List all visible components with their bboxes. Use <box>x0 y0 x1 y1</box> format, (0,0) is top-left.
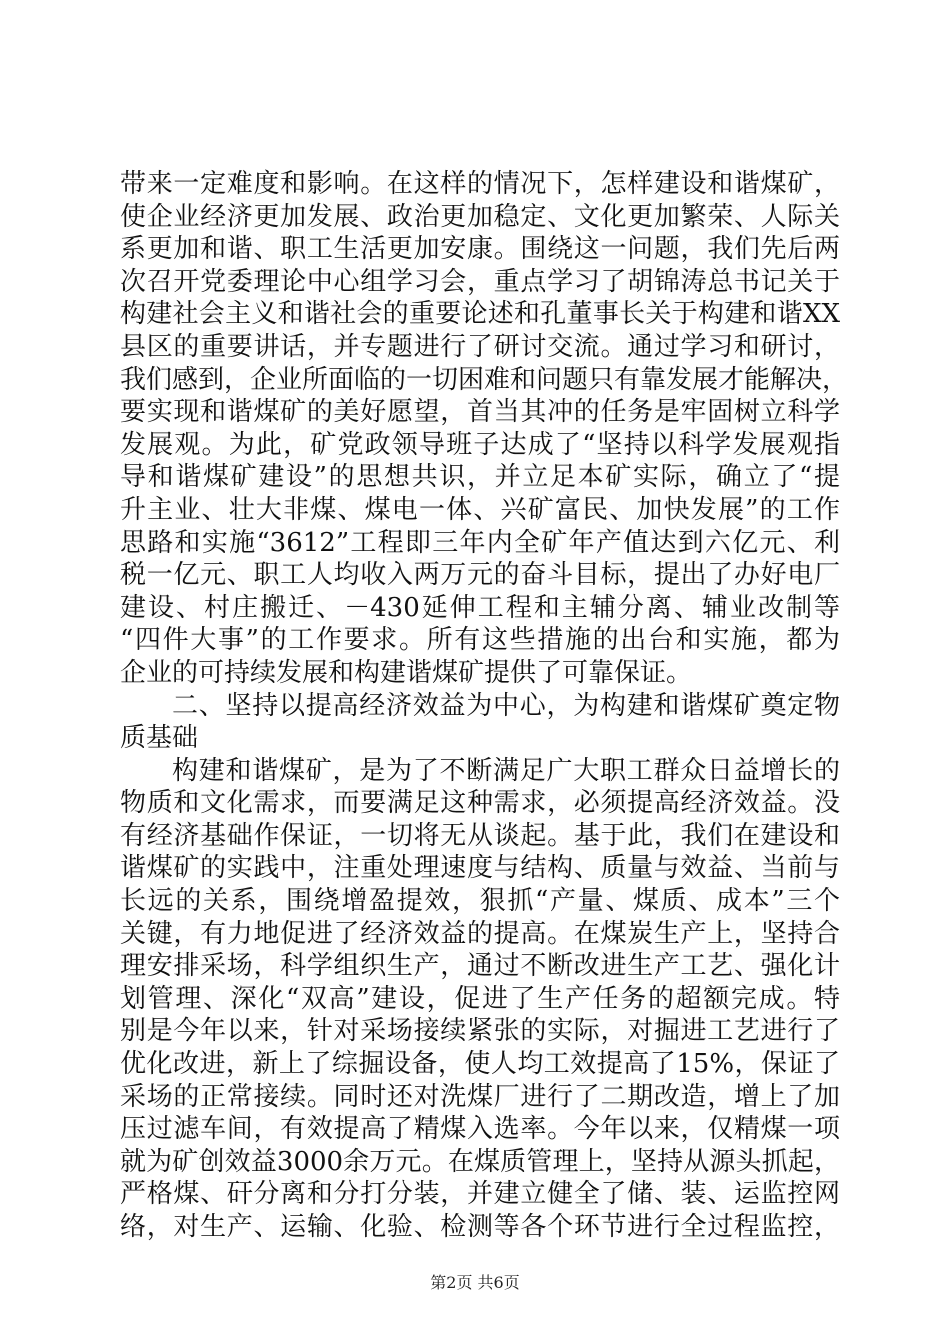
text-line: “四件大事”的工作要求。所有这些措施的出台和实施，都为 <box>120 625 840 656</box>
text-line: 优化改进，新上了综掘设备，使人均工效提高了15%，保证了 <box>120 1049 840 1080</box>
text-line: 次召开党委理论中心组学习会，重点学习了胡锦涛总书记关于 <box>120 266 840 297</box>
document-body <box>120 168 849 1244</box>
text-line: 划管理、深化“双高”建设，促进了生产任务的超额完成。特 <box>120 983 840 1014</box>
text-line: 就为矿创效益3000余万元。在煤质管理上，坚持从源头抓起， <box>120 1146 840 1177</box>
text-line: 建设、村庄搬迁、－430延伸工程和主辅分离、辅业改制等 <box>120 592 840 623</box>
text-line: 发展观。为此，矿党政领导班子达成了“坚持以科学发展观指 <box>120 429 840 460</box>
text-line: 企业的可持续发展和构建谐煤矿提供了可靠保证。 <box>120 657 693 688</box>
text-line: 升主业、壮大非煤、煤电一体、兴矿富民、加快发展”的工作 <box>120 494 840 525</box>
text-line: 理安排采场，科学组织生产，通过不断改进生产工艺、强化计 <box>120 951 840 982</box>
text-line: 有经济基础作保证，一切将无从谈起。基于此，我们在建设和 <box>120 820 840 851</box>
text-line: 带来一定难度和影响。在这样的情况下，怎样建设和谐煤矿， <box>120 169 840 199</box>
text-line: 压过滤车间，有效提高了精煤入选率。今年以来，仅精煤一项 <box>120 1114 840 1145</box>
text-line: 构建和谐煤矿，是为了不断满足广大职工群众日益增长的 <box>172 755 840 786</box>
text-line: 县区的重要讲话，并专题进行了研讨交流。通过学习和研讨， <box>120 331 840 362</box>
text-line: 络，对生产、运输、化验、检测等各个环节进行全过程监控， <box>120 1212 840 1242</box>
text-line: 思路和实施“3612”工程即三年内全矿年产值达到六亿元、利 <box>120 527 840 558</box>
text-line: 长远的关系，围绕增盈提效，狠抓“产量、煤质、成本”三个 <box>120 886 840 917</box>
text-line: 严格煤、矸分离和分打分装，并建立健全了储、装、运监控网 <box>120 1179 840 1210</box>
text-line: 关键，有力地促进了经济效益的提高。在煤炭生产上，坚持合 <box>120 918 840 949</box>
text-line: 要实现和谐煤矿的美好愿望，首当其冲的任务是牢固树立科学 <box>120 397 840 428</box>
text-line: 采场的正常接续。同时还对洗煤厂进行了二期改造，增上了加 <box>120 1081 840 1112</box>
text-line: 系更加和谐、职工生活更加安康。围绕这一问题，我们先后两 <box>120 234 840 265</box>
text-line: 二、坚持以提高经济效益为中心，为构建和谐煤矿奠定物 <box>172 690 840 721</box>
text-line: 导和谐煤矿建设”的思想共识，并立足本矿实际，确立了“提 <box>120 462 840 493</box>
text-line: 物质和文化需求，而要满足这种需求，必须提高经济效益。没 <box>120 788 840 819</box>
text-line: 我们感到，企业所面临的一切困难和问题只有靠发展才能解决， <box>120 364 849 395</box>
text-line: 别是今年以来，针对采场接续紧张的实际，对掘进工艺进行了 <box>120 1016 840 1047</box>
text-line: 构建社会主义和谐社会的重要论述和孔董事长关于构建和谐XX <box>120 299 840 330</box>
page-footer: 第2页 共6页 <box>430 1273 520 1292</box>
text-line: 质基础 <box>120 723 199 754</box>
text-line: 谐煤矿的实践中，注重处理速度与结构、质量与效益、当前与 <box>120 853 840 884</box>
text-line: 使企业经济更加发展、政治更加稳定、文化更加繁荣、人际关 <box>120 201 840 232</box>
text-line: 税一亿元、职工人均收入两万元的奋斗目标，提出了办好电厂 <box>120 560 840 591</box>
